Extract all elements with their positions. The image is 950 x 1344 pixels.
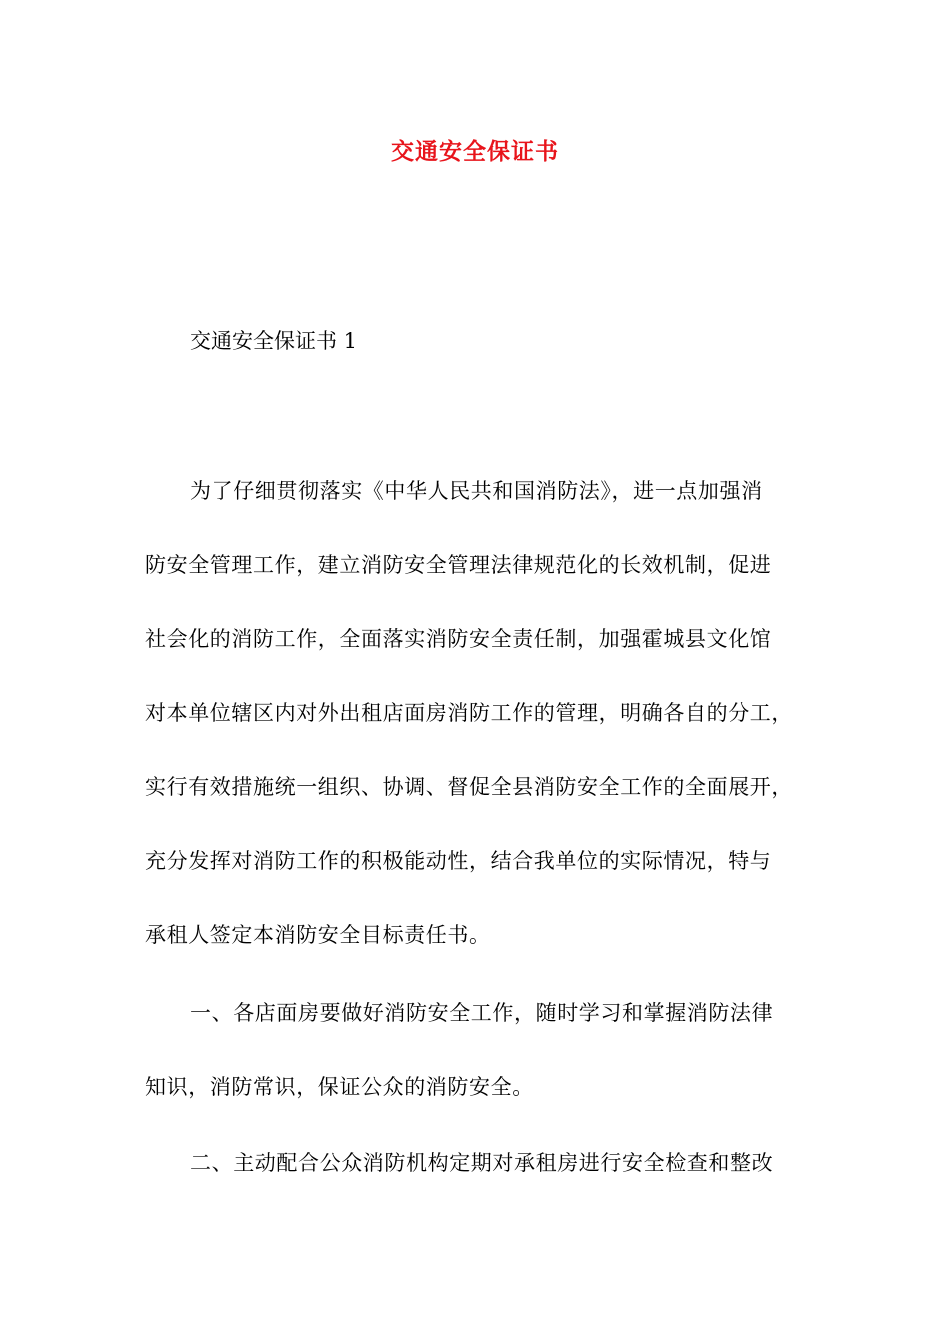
body-line-3: 社会化的消防工作，全面落实消防安全责任制，加强霍城县文化馆 [145,627,772,651]
body-line-9: 知识，消防常识，保证公众的消防安全。 [145,1075,534,1099]
body-line-1: 为了仔细贯彻落实《中华人民共和国消防法》，进一点加强消 [190,479,763,503]
body-line-8: 一、各店面房要做好消防安全工作，随时学习和掌握消防法律 [190,1001,774,1025]
body-line-5: 实行有效措施统一组织、协调、督促全县消防安全工作的全面展开， [145,775,793,799]
body-line-4: 对本单位辖区内对外出租店面房消防工作的管理，明确各自的分工， [145,701,793,725]
body-line-2: 防安全管理工作，建立消防安全管理法律规范化的长效机制，促进 [145,553,772,577]
body-line-10: 二、主动配合公众消防机构定期对承租房进行安全检查和整改 [190,1151,774,1175]
document-title: 交通安全保证书 [391,138,559,165]
document-subtitle: 交通安全保证书 1 [190,329,358,353]
body-line-6: 充分发挥对消防工作的积极能动性，结合我单位的实际情况，特与 [145,849,772,873]
body-line-7: 承租人签定本消防安全目标责任书。 [145,923,491,947]
